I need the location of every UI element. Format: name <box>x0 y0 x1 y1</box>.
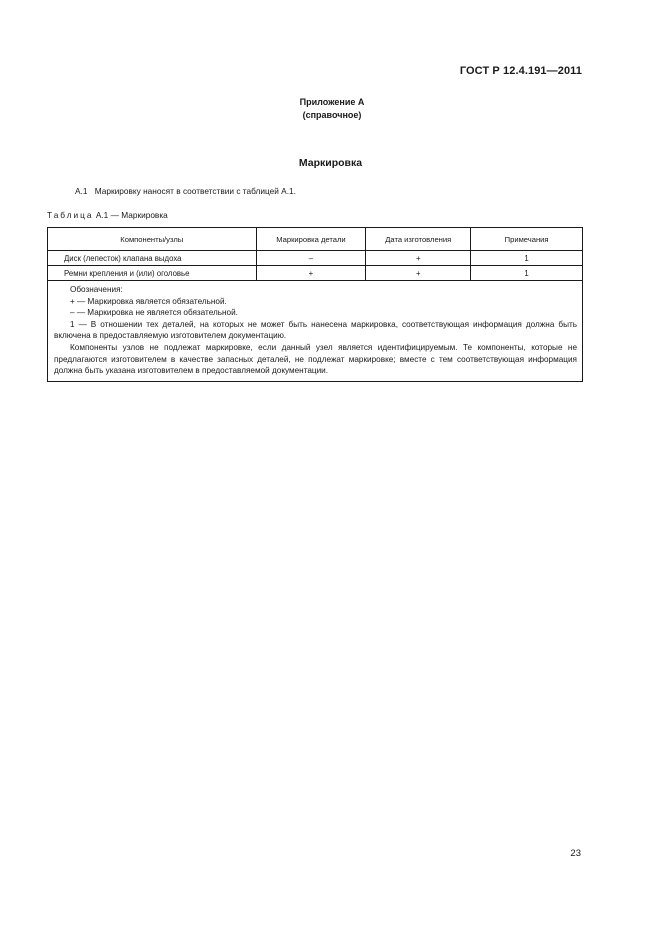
row-manufacture-date: + <box>366 266 471 281</box>
row-note: 1 <box>471 251 583 266</box>
row-component: Ремни крепления и (или) оголовье <box>48 266 257 281</box>
row-manufacture-date: + <box>366 251 471 266</box>
appendix-title: Приложение А <box>299 97 365 107</box>
table-caption-rest: А.1 — Маркировка <box>95 210 168 220</box>
paragraph-text: Маркировку наносят в соответствии с таблицей А.1. <box>94 186 296 196</box>
row-component: Диск (лепесток) клапана выдоха <box>48 251 257 266</box>
header-manufacture-date: Дата изготовления <box>366 228 471 251</box>
paragraph-number: А.1 <box>75 186 88 196</box>
note-minus: – — Маркировка не является обязательной. <box>70 308 238 318</box>
note-plus: + — Маркировка является обязательной. <box>70 296 227 306</box>
table-notes-row <box>48 281 583 382</box>
header-components: Компоненты/узлы <box>48 228 257 251</box>
row-part-marking: + <box>256 266 366 281</box>
row-note: 1 <box>471 266 583 281</box>
section-title: Маркировка <box>298 157 363 169</box>
paragraph-a1 <box>75 186 296 196</box>
table-header-row <box>48 228 583 251</box>
table-caption <box>47 210 168 220</box>
table-row <box>48 266 583 281</box>
appendix-subtitle: (справочное) <box>302 110 362 120</box>
row-part-marking: – <box>256 251 366 266</box>
table-caption-prefix: Таблица <box>47 210 94 220</box>
header-part-marking: Маркировка детали <box>256 228 366 251</box>
note-1: 1 — В отношении тех деталей, на которых не может быть нанесена маркировка, соответствующая информация должна быть включена в предоставляемую изготовителем документацию. <box>54 319 577 341</box>
document-code: ГОСТ Р 12.4.191—2011 <box>459 65 582 77</box>
note-2: Компоненты узлов не подлежат маркировке, если данный узел является идентифицируемым. Те компоненты, которые не предлагаются изготовителем в качестве запасных деталей, не подлежат маркировке; вместе с тем соответствующая информация должна быть указана изготовителем в предоставляемой документации. <box>54 342 577 376</box>
marking-table <box>47 227 583 382</box>
appendix-heading <box>0 96 661 122</box>
notes-heading: Обозначения: <box>70 285 123 294</box>
table-row <box>48 251 583 266</box>
page-number: 23 <box>570 848 581 859</box>
header-notes: Примечания <box>471 228 583 251</box>
table-notes <box>48 281 583 382</box>
